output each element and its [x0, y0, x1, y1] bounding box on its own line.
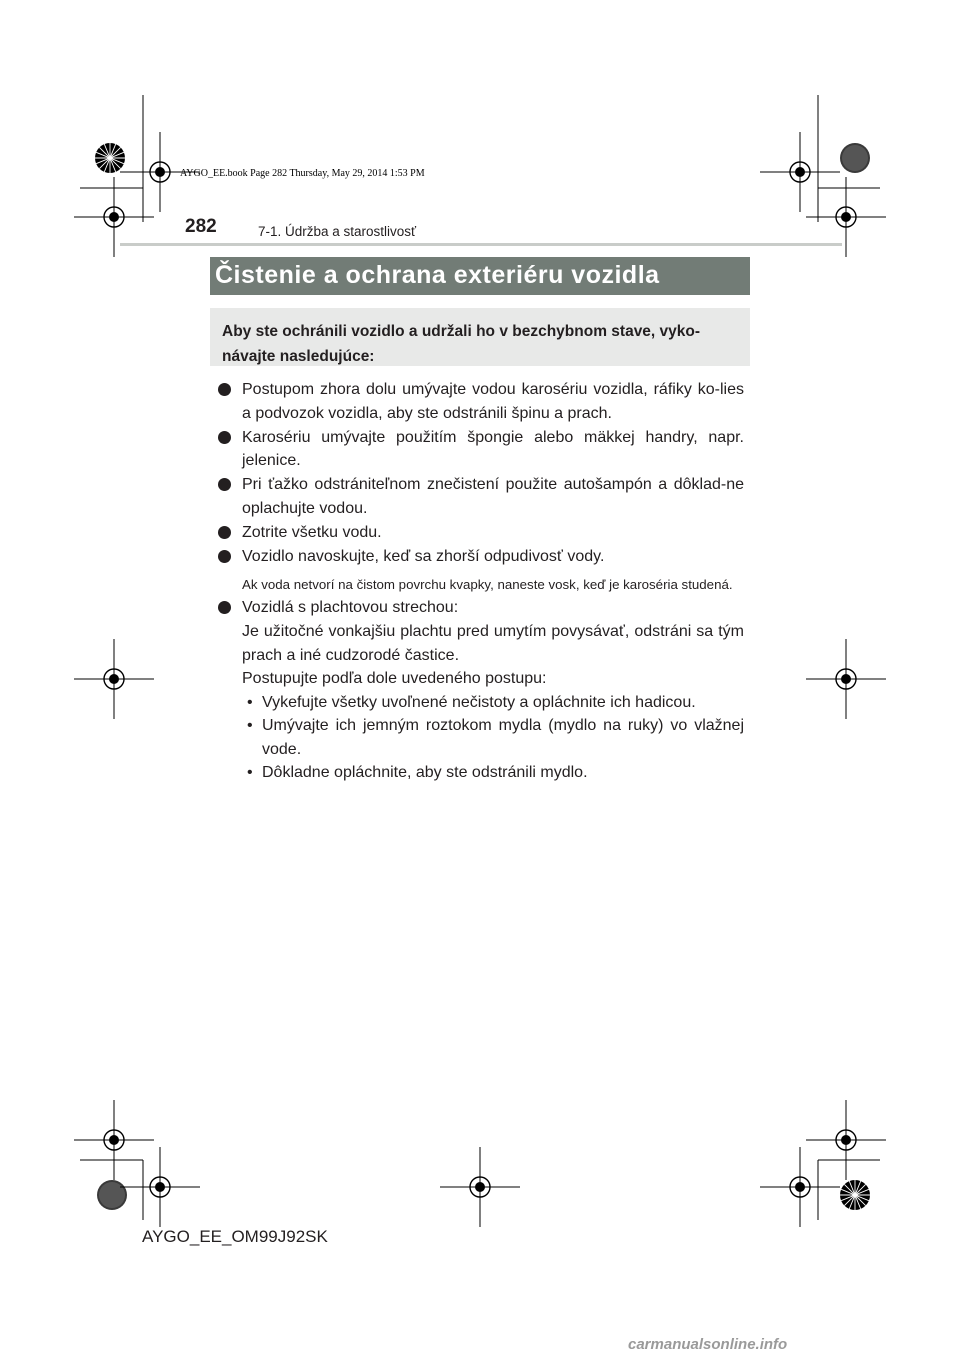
footer-code: AYGO_EE_OM99J92SK [142, 1227, 328, 1246]
steps-list [216, 691, 744, 785]
step-text: Dôkladne opláchnite, aby ste odstránili mydlo. [262, 764, 588, 781]
crosshair-mark [760, 1147, 840, 1227]
list-item-text: Postupom zhora dolu umývajte vodou karosériu vozidla, ráfiky ko-lies a podvozok vozidla, aby ste odstránili špinu a prach. [242, 381, 744, 422]
step-item [247, 761, 744, 785]
page-title: Čistenie a ochrana exteriéru vozidla [215, 261, 660, 289]
crosshair-mark [120, 1147, 200, 1227]
list-item [216, 378, 744, 425]
list-item [216, 473, 744, 520]
bullet-icon [218, 431, 231, 444]
book-info-line: AYGO_EE.book Page 282 Thursday, May 29, 2014 1:53 PM [180, 168, 425, 179]
small-bullet-icon: • [247, 764, 253, 781]
list-item [216, 521, 744, 545]
step-item [247, 691, 744, 715]
sunburst-mark [840, 1180, 870, 1210]
crosshair-mark [440, 1147, 520, 1227]
crosshair-mark [806, 639, 886, 719]
gray-dot-mark [97, 1180, 127, 1210]
content [216, 378, 744, 785]
list-item-text: Zotrite všetku vodu. [242, 523, 382, 541]
sunburst-mark [95, 143, 125, 173]
convertible-heading: Vozidlá s plachtovou strechou: [242, 599, 459, 616]
convertible-paragraph: Postupujte podľa dole uvedeného postupu: [242, 670, 547, 687]
list-item [216, 426, 744, 473]
crosshair-mark [74, 639, 154, 719]
page-number: 282 [185, 216, 217, 237]
intro-box [210, 308, 750, 366]
crosshair-mark [760, 132, 840, 212]
convertible-paragraph: Je užitočné vonkajšiu plachtu pred umytím povysávať, odstráni sa tým prach a iné cudzorodé častice. [242, 623, 744, 664]
header-rule [120, 243, 842, 246]
title-bar [210, 257, 750, 295]
bullet-icon [218, 478, 231, 491]
list-item-text: Vozidlo navoskujte, keď sa zhorší odpudivosť vody. [242, 547, 605, 565]
step-item [247, 714, 744, 761]
bullet-icon [218, 601, 231, 614]
list-item [216, 545, 744, 569]
list-item-text: Karosériu umývajte použitím špongie alebo mäkkej handry, napr. jelenice. [242, 428, 744, 469]
bullet-icon [218, 550, 231, 563]
section-header: 7-1. Údržba a starostlivosť [258, 224, 417, 239]
crosshair-mark [74, 1100, 154, 1180]
bullet-icon [218, 383, 231, 396]
step-text: Vykefujte všetky uvoľnené nečistoty a opláchnite ich hadicou. [262, 693, 696, 711]
list-item [216, 596, 744, 620]
wax-note: Ak voda netvorí na čistom povrchu kvapky, naneste vosk, keď je karoséria studená. [242, 577, 733, 592]
bullet-icon [218, 526, 231, 539]
watermark: carmanualsonline.info [628, 1336, 788, 1353]
step-text: Umývajte ich jemným roztokom mydla (mydlo na ruky) vo vlažnej vode. [262, 717, 744, 758]
intro-text: Aby ste ochránili vozidlo a udržali ho v bezchybnom stave, vyko-návajte nasledujúce: [222, 323, 701, 365]
gray-dot-mark [840, 143, 870, 173]
small-bullet-icon: • [247, 693, 253, 711]
list-item-text: Pri ťažko odstrániteľnom znečistení použite autošampón a dôklad-ne oplachujte vodou. [242, 476, 744, 517]
small-bullet-icon: • [247, 717, 253, 734]
